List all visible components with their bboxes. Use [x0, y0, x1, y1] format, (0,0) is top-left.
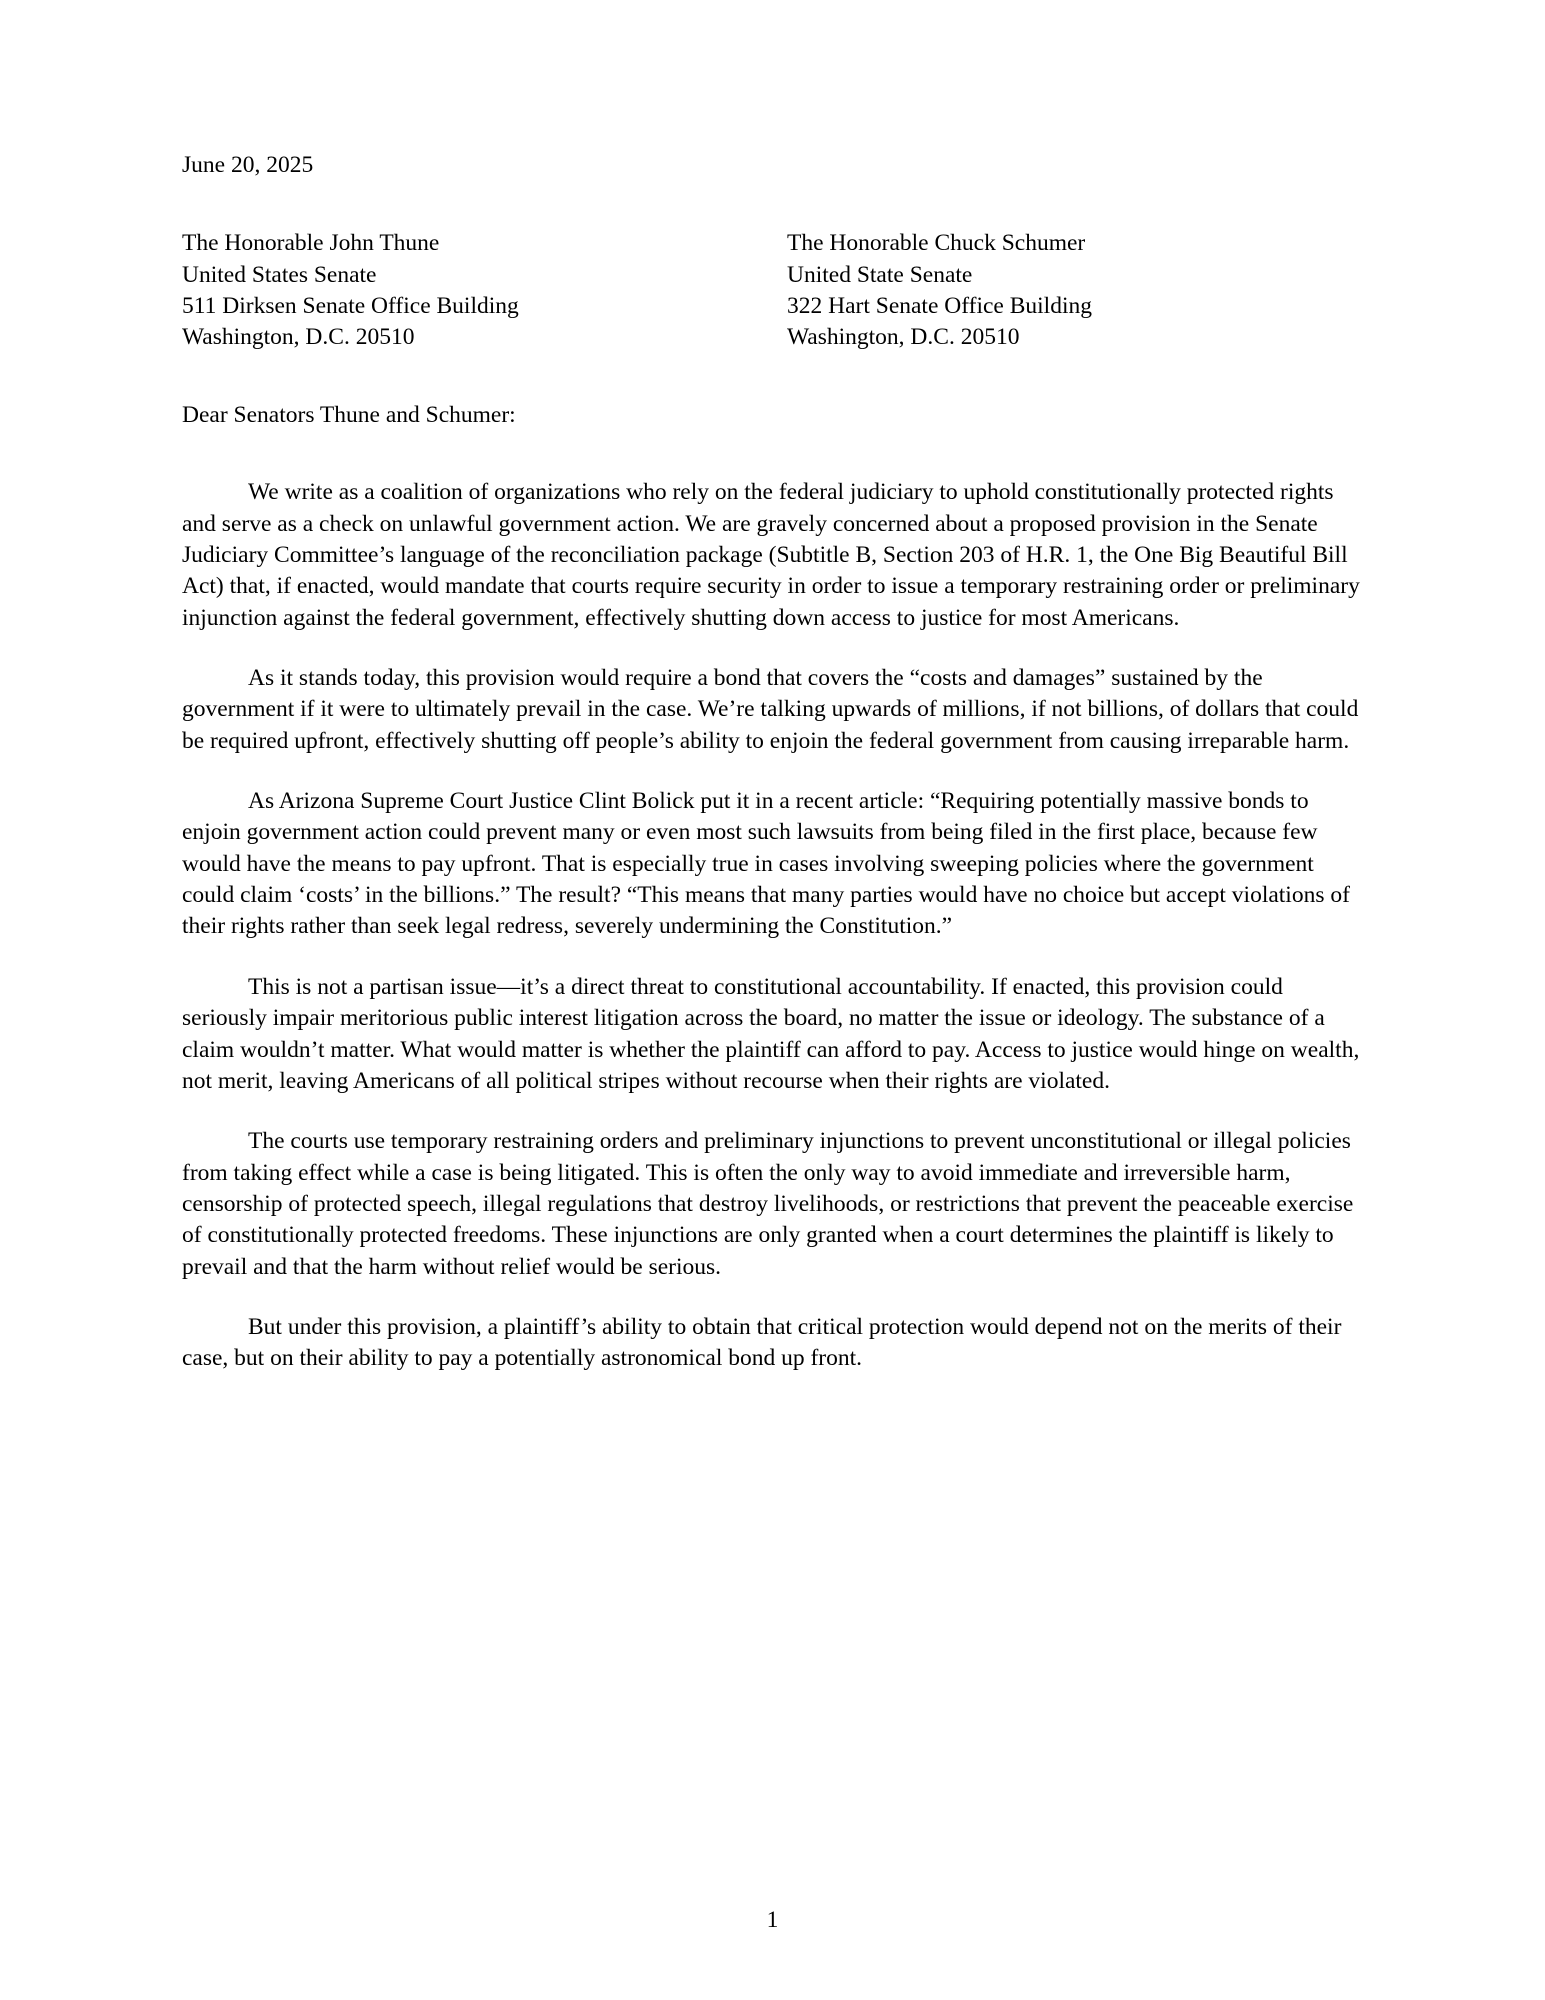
recipient-1-body: United States Senate — [182, 261, 377, 288]
recipient-2-body: United State Senate — [787, 261, 973, 288]
recipient-2-office: 322 Hart Senate Office Building — [787, 293, 1092, 320]
recipient-2-city: Washington, D.C. 20510 — [787, 324, 1020, 351]
paragraph-4: This is not a partisan issue—it’s a direct threat to constitutional accountability. If enacted, this provision could seriously impair meritorious public interest litigation across the board, no matter the issue or ideology. The substance of a claim wouldn’t matter. What would matter is whether the plaintiff can afford to pay. Access to justice would hinge on wealth, not merit, leaving Americans of all political stripes without recourse when their rights are violated. — [182, 973, 1360, 1094]
paragraph-3: As Arizona Supreme Court Justice Clint Bolick put it in a recent article: “Requiring potentially massive bonds to enjoin government action could prevent many or even most such lawsuits from being filed in the first place, because few would have the means to pay upfront. That is especially true in cases involving sweeping policies where the government could claim ‘costs’ in the billions.” The result? “This means that many parties would have no choice but accept violations of their rights rather than seek legal redress, severely undermining the Constitution.” — [182, 788, 1350, 940]
recipient-1-city: Washington, D.C. 20510 — [182, 324, 415, 351]
paragraph-5: The courts use temporary restraining orders and preliminary injunctions to prevent unconstitutional or illegal policies from taking effect while a case is being litigated. This is often the only way to avoid immediate and irreversible harm, censorship of protected speech, illegal regulations that destroy livelihoods, or restrictions that prevent the peaceable exercise of constitutionally protected freedoms. These injunctions are only granted when a court determines the plaintiff is likely to prevail and that the harm without relief would be serious. — [182, 1128, 1354, 1280]
recipient-address-1 — [182, 228, 776, 353]
letter-body — [182, 150, 1370, 1375]
salutation: Dear Senators Thune and Schumer: — [182, 401, 516, 428]
paragraph-1: We write as a coalition of organizations who rely on the federal judiciary to uphold constitutionally protected rights and serve as a check on unlawful government action. We are gravely concerned about a proposed provision in the Senate Judiciary Committee’s language of the reconciliation package (Subtitle B, Section 203 of H.R. 1, the One Big Beautiful Bill Act) that, if enacted, would mandate that courts require security in order to issue a temporary restraining order or preliminary injunction against the federal government, effectively shutting down access to justice for most Americans. — [182, 479, 1360, 631]
recipient-1-name: The Honorable John Thune — [182, 230, 440, 257]
recipient-address-2 — [776, 228, 1370, 353]
paragraph-2: As it stands today, this provision would require a bond that covers the “costs and damages” sustained by the government if it were to ultimately prevail in the case. We’re talking upwards of millions, if not billions, of dollars that could be required upfront, effectively shutting off people’s ability to enjoin the federal government from causing irreparable harm. — [182, 664, 1359, 754]
recipient-2-name: The Honorable Chuck Schumer — [787, 230, 1086, 257]
letter-date: June 20, 2025 — [182, 152, 314, 178]
recipient-block — [182, 228, 1370, 353]
paragraph-6: But under this provision, a plaintiff’s ability to obtain that critical protection would depend not on the merits of their case, but on their ability to pay a potentially astronomical bond up front. — [182, 1314, 1342, 1372]
recipient-1-office: 511 Dirksen Senate Office Building — [182, 293, 519, 320]
page-number: 1 — [766, 1907, 779, 1933]
